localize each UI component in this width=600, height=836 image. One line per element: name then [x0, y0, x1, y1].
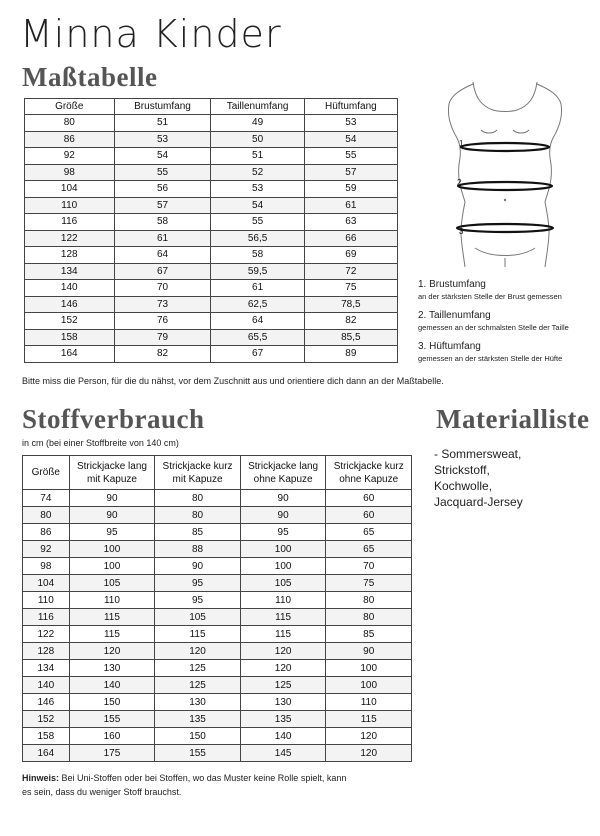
table-cell: 110: [326, 694, 412, 711]
table-cell: 69: [304, 247, 397, 264]
fabric-table-body: [23, 490, 412, 762]
table-cell: 128: [23, 643, 70, 660]
fabric-subtitle: in cm (bei einer Stoffbreite von 140 cm): [22, 438, 179, 448]
table-cell: 54: [114, 148, 211, 165]
table-cell: 120: [326, 728, 412, 745]
materials-heading: Materialliste: [436, 404, 590, 434]
table-cell: 64: [114, 247, 211, 264]
table-cell: 104: [23, 575, 70, 592]
measure-header-size: Größe: [25, 99, 115, 115]
table-cell: 120: [326, 745, 412, 762]
table-cell: 115: [326, 711, 412, 728]
fabric-header-long-nohood: [240, 456, 326, 490]
measure-table-heading: Maßtabelle: [22, 62, 158, 92]
table-cell: 56: [114, 181, 211, 198]
table-cell: 110: [69, 592, 155, 609]
table-cell: 115: [240, 626, 326, 643]
table-cell: 80: [326, 592, 412, 609]
table-cell: 65,5: [211, 329, 304, 346]
table-cell: 116: [23, 609, 70, 626]
table-cell: 80: [25, 115, 115, 132]
table-cell: 100: [69, 558, 155, 575]
table-cell: 98: [23, 558, 70, 575]
legend-waist-desc: gemessen an der schmalsten Stelle der Taille: [418, 323, 569, 332]
fabric-table-row: [23, 728, 412, 745]
measure-table-row: [25, 181, 398, 198]
measure-table-row: [25, 247, 398, 264]
legend-waist: [418, 310, 569, 334]
fabric-hint-line1: Bei Uni-Stoffen oder bei Stoffen, wo das Muster keine Rolle spielt, kann: [59, 773, 347, 783]
table-cell: 135: [155, 711, 241, 728]
table-cell: 160: [69, 728, 155, 745]
table-cell: 90: [69, 507, 155, 524]
table-cell: 90: [240, 490, 326, 507]
table-cell: 152: [25, 313, 115, 330]
table-cell: 146: [23, 694, 70, 711]
fabric-table-row: [23, 609, 412, 626]
fabric-table-row: [23, 558, 412, 575]
table-cell: 50: [211, 131, 304, 148]
table-cell: 95: [155, 575, 241, 592]
table-cell: 74: [23, 490, 70, 507]
legend-chest: [418, 279, 562, 303]
table-cell: 120: [69, 643, 155, 660]
table-cell: 110: [25, 197, 115, 214]
table-cell: 105: [69, 575, 155, 592]
fabric-table-row: [23, 626, 412, 643]
measure-table-row: [25, 346, 398, 363]
materials-item: Strickstoff,: [434, 463, 490, 477]
fabric-hint: [22, 771, 402, 799]
measure-header-row: [25, 99, 398, 115]
table-cell: 55: [211, 214, 304, 231]
table-cell: 59,5: [211, 263, 304, 280]
table-cell: 130: [69, 660, 155, 677]
table-cell: 92: [25, 148, 115, 165]
table-cell: 90: [240, 507, 326, 524]
table-cell: 65: [326, 524, 412, 541]
table-cell: 52: [211, 164, 304, 181]
materials-item: Kochwolle,: [434, 479, 493, 493]
fabric-heading: Stoffverbrauch: [22, 404, 205, 434]
table-cell: 89: [304, 346, 397, 363]
hip-line: [457, 224, 553, 232]
table-cell: 64: [211, 313, 304, 330]
table-cell: 70: [114, 280, 211, 297]
measure-table-row: [25, 131, 398, 148]
measure-table-row: [25, 115, 398, 132]
table-cell: 55: [114, 164, 211, 181]
table-cell: 105: [155, 609, 241, 626]
fabric-header-short-hood-line2: mit Kapuze: [172, 473, 223, 485]
fabric-header-size-label: Größe: [31, 467, 60, 478]
fabric-header-short-nohood-line2: ohne Kapuze: [339, 473, 399, 485]
table-cell: 150: [69, 694, 155, 711]
table-cell: 59: [304, 181, 397, 198]
table-cell: 66: [304, 230, 397, 247]
marker-2: 2: [457, 178, 462, 187]
table-cell: 67: [211, 346, 304, 363]
measure-table-row: [25, 263, 398, 280]
legend-hip-title: 3. Hüftumfang: [418, 341, 481, 352]
table-cell: 110: [240, 592, 326, 609]
fabric-table-row: [23, 677, 412, 694]
table-cell: 100: [240, 558, 326, 575]
measure-table-row: [25, 148, 398, 165]
table-cell: 125: [240, 677, 326, 694]
legend-hip-desc: gemessen an der stärksten Stelle der Hüfte: [418, 354, 563, 363]
table-cell: 150: [155, 728, 241, 745]
materials-item: Jacquard-Jersey: [434, 495, 523, 509]
table-cell: 53: [211, 181, 304, 198]
waist-line: [458, 182, 552, 190]
table-cell: 135: [240, 711, 326, 728]
table-cell: 175: [69, 745, 155, 762]
fabric-header-short-hood-line1: Strickjacke kurz: [162, 460, 233, 472]
measure-table-row: [25, 230, 398, 247]
table-cell: 145: [240, 745, 326, 762]
fabric-table-row: [23, 490, 412, 507]
table-cell: 80: [155, 490, 241, 507]
table-cell: 90: [69, 490, 155, 507]
materials-list: [434, 446, 523, 510]
table-cell: 140: [25, 280, 115, 297]
table-cell: 125: [155, 677, 241, 694]
table-cell: 53: [114, 131, 211, 148]
table-cell: 57: [304, 164, 397, 181]
table-cell: 146: [25, 296, 115, 313]
table-cell: 164: [25, 346, 115, 363]
fabric-table-row: [23, 694, 412, 711]
table-cell: 58: [211, 247, 304, 264]
measure-table-row: [25, 164, 398, 181]
table-cell: 158: [25, 329, 115, 346]
table-cell: 86: [23, 524, 70, 541]
fabric-table-row: [23, 541, 412, 558]
table-cell: 134: [25, 263, 115, 280]
fabric-table-row: [23, 660, 412, 677]
table-cell: 95: [240, 524, 326, 541]
table-cell: 88: [155, 541, 241, 558]
fabric-table-row: [23, 711, 412, 728]
table-cell: 58: [114, 214, 211, 231]
table-cell: 56,5: [211, 230, 304, 247]
table-cell: 63: [304, 214, 397, 231]
legend-chest-desc: an der stärksten Stelle der Brust gemessen: [418, 292, 562, 301]
marker-1: 1: [459, 139, 464, 148]
table-cell: 140: [23, 677, 70, 694]
table-cell: 100: [326, 660, 412, 677]
fabric-table-row: [23, 745, 412, 762]
fabric-header-size: [23, 456, 70, 490]
navel-dot: [504, 199, 506, 201]
table-cell: 80: [155, 507, 241, 524]
measure-table-row: [25, 313, 398, 330]
table-cell: 53: [304, 115, 397, 132]
table-cell: 130: [155, 694, 241, 711]
table-cell: 79: [114, 329, 211, 346]
table-cell: 115: [69, 626, 155, 643]
fabric-table-row: [23, 592, 412, 609]
table-cell: 100: [240, 541, 326, 558]
materials-item: - Sommersweat,: [434, 447, 522, 461]
table-cell: 104: [25, 181, 115, 198]
measure-table-row: [25, 197, 398, 214]
body-outline: [448, 82, 561, 267]
fabric-header-short-nohood: [326, 456, 412, 490]
table-cell: 115: [69, 609, 155, 626]
fabric-header-long-hood: [69, 456, 155, 490]
table-cell: 60: [326, 490, 412, 507]
table-cell: 80: [23, 507, 70, 524]
fabric-table-row: [23, 575, 412, 592]
table-cell: 73: [114, 296, 211, 313]
table-cell: 51: [211, 148, 304, 165]
table-cell: 140: [69, 677, 155, 694]
measure-header-waist: Taillenumfang: [211, 99, 304, 115]
table-cell: 125: [155, 660, 241, 677]
table-cell: 82: [114, 346, 211, 363]
legend-waist-title: 2. Taillenumfang: [418, 310, 491, 321]
chest-line: [461, 143, 549, 151]
table-cell: 57: [114, 197, 211, 214]
table-cell: 90: [326, 643, 412, 660]
table-cell: 55: [304, 148, 397, 165]
fabric-header-long-hood-line1: Strickjacke lang: [76, 460, 147, 472]
table-cell: 70: [326, 558, 412, 575]
table-cell: 61: [304, 197, 397, 214]
table-cell: 128: [25, 247, 115, 264]
measure-table-body: [25, 115, 398, 363]
fabric-table-row: [23, 524, 412, 541]
measure-table-row: [25, 280, 398, 297]
table-cell: 75: [304, 280, 397, 297]
table-cell: 155: [155, 745, 241, 762]
table-cell: 61: [114, 230, 211, 247]
table-cell: 116: [25, 214, 115, 231]
table-cell: 78,5: [304, 296, 397, 313]
table-cell: 155: [69, 711, 155, 728]
table-cell: 65: [326, 541, 412, 558]
table-cell: 95: [155, 592, 241, 609]
table-cell: 54: [211, 197, 304, 214]
measure-table-row: [25, 329, 398, 346]
measure-table-row: [25, 214, 398, 231]
table-cell: 62,5: [211, 296, 304, 313]
marker-3: 3: [459, 227, 464, 236]
table-cell: 130: [240, 694, 326, 711]
table-cell: 60: [326, 507, 412, 524]
table-cell: 67: [114, 263, 211, 280]
table-cell: 152: [23, 711, 70, 728]
table-cell: 100: [326, 677, 412, 694]
table-cell: 164: [23, 745, 70, 762]
fabric-table-row: [23, 643, 412, 660]
table-cell: 76: [114, 313, 211, 330]
table-cell: 100: [69, 541, 155, 558]
table-cell: 95: [69, 524, 155, 541]
fabric-table-row: [23, 507, 412, 524]
table-cell: 122: [23, 626, 70, 643]
table-cell: 134: [23, 660, 70, 677]
table-cell: 85: [155, 524, 241, 541]
fabric-header-long-nohood-line1: Strickjacke lang: [248, 460, 319, 472]
table-cell: 54: [304, 131, 397, 148]
fabric-table: [22, 455, 412, 762]
table-cell: 158: [23, 728, 70, 745]
measure-header-hip: Hüftumfang: [304, 99, 397, 115]
table-cell: 110: [23, 592, 70, 609]
measure-note: Bitte miss die Person, für die du nähst, vor dem Zuschnitt aus und orientiere dich dann an der Maßtabelle.: [22, 376, 444, 386]
table-cell: 85: [326, 626, 412, 643]
table-cell: 115: [240, 609, 326, 626]
table-cell: 122: [25, 230, 115, 247]
table-cell: 92: [23, 541, 70, 558]
fabric-header-row: [23, 456, 412, 490]
table-cell: 61: [211, 280, 304, 297]
table-cell: 82: [304, 313, 397, 330]
table-cell: 120: [155, 643, 241, 660]
measure-table-row: [25, 296, 398, 313]
table-cell: 140: [240, 728, 326, 745]
table-cell: 105: [240, 575, 326, 592]
table-cell: 120: [240, 660, 326, 677]
table-cell: 72: [304, 263, 397, 280]
body-measurement-figure: [435, 82, 575, 267]
table-cell: 90: [155, 558, 241, 575]
legend-chest-title: 1. Brustumfang: [418, 279, 486, 290]
measure-header-chest: Brustumfang: [114, 99, 211, 115]
table-cell: 51: [114, 115, 211, 132]
legend-hip: [418, 341, 562, 365]
fabric-header-short-hood: [155, 456, 241, 490]
fabric-header-long-hood-line2: mit Kapuze: [86, 473, 137, 485]
measure-table: [24, 98, 398, 363]
table-cell: 115: [155, 626, 241, 643]
fabric-header-long-nohood-line2: ohne Kapuze: [253, 473, 313, 485]
fabric-hint-line2: es sein, dass du weniger Stoff brauchst.: [22, 787, 182, 797]
table-cell: 49: [211, 115, 304, 132]
fabric-header-short-nohood-line1: Strickjacke kurz: [333, 460, 404, 472]
table-cell: 120: [240, 643, 326, 660]
fabric-hint-label: Hinweis:: [22, 773, 60, 783]
table-cell: 80: [326, 609, 412, 626]
table-cell: 85,5: [304, 329, 397, 346]
table-cell: 75: [326, 575, 412, 592]
brand-title: Minna Kinder: [20, 12, 282, 56]
table-cell: 98: [25, 164, 115, 181]
table-cell: 86: [25, 131, 115, 148]
